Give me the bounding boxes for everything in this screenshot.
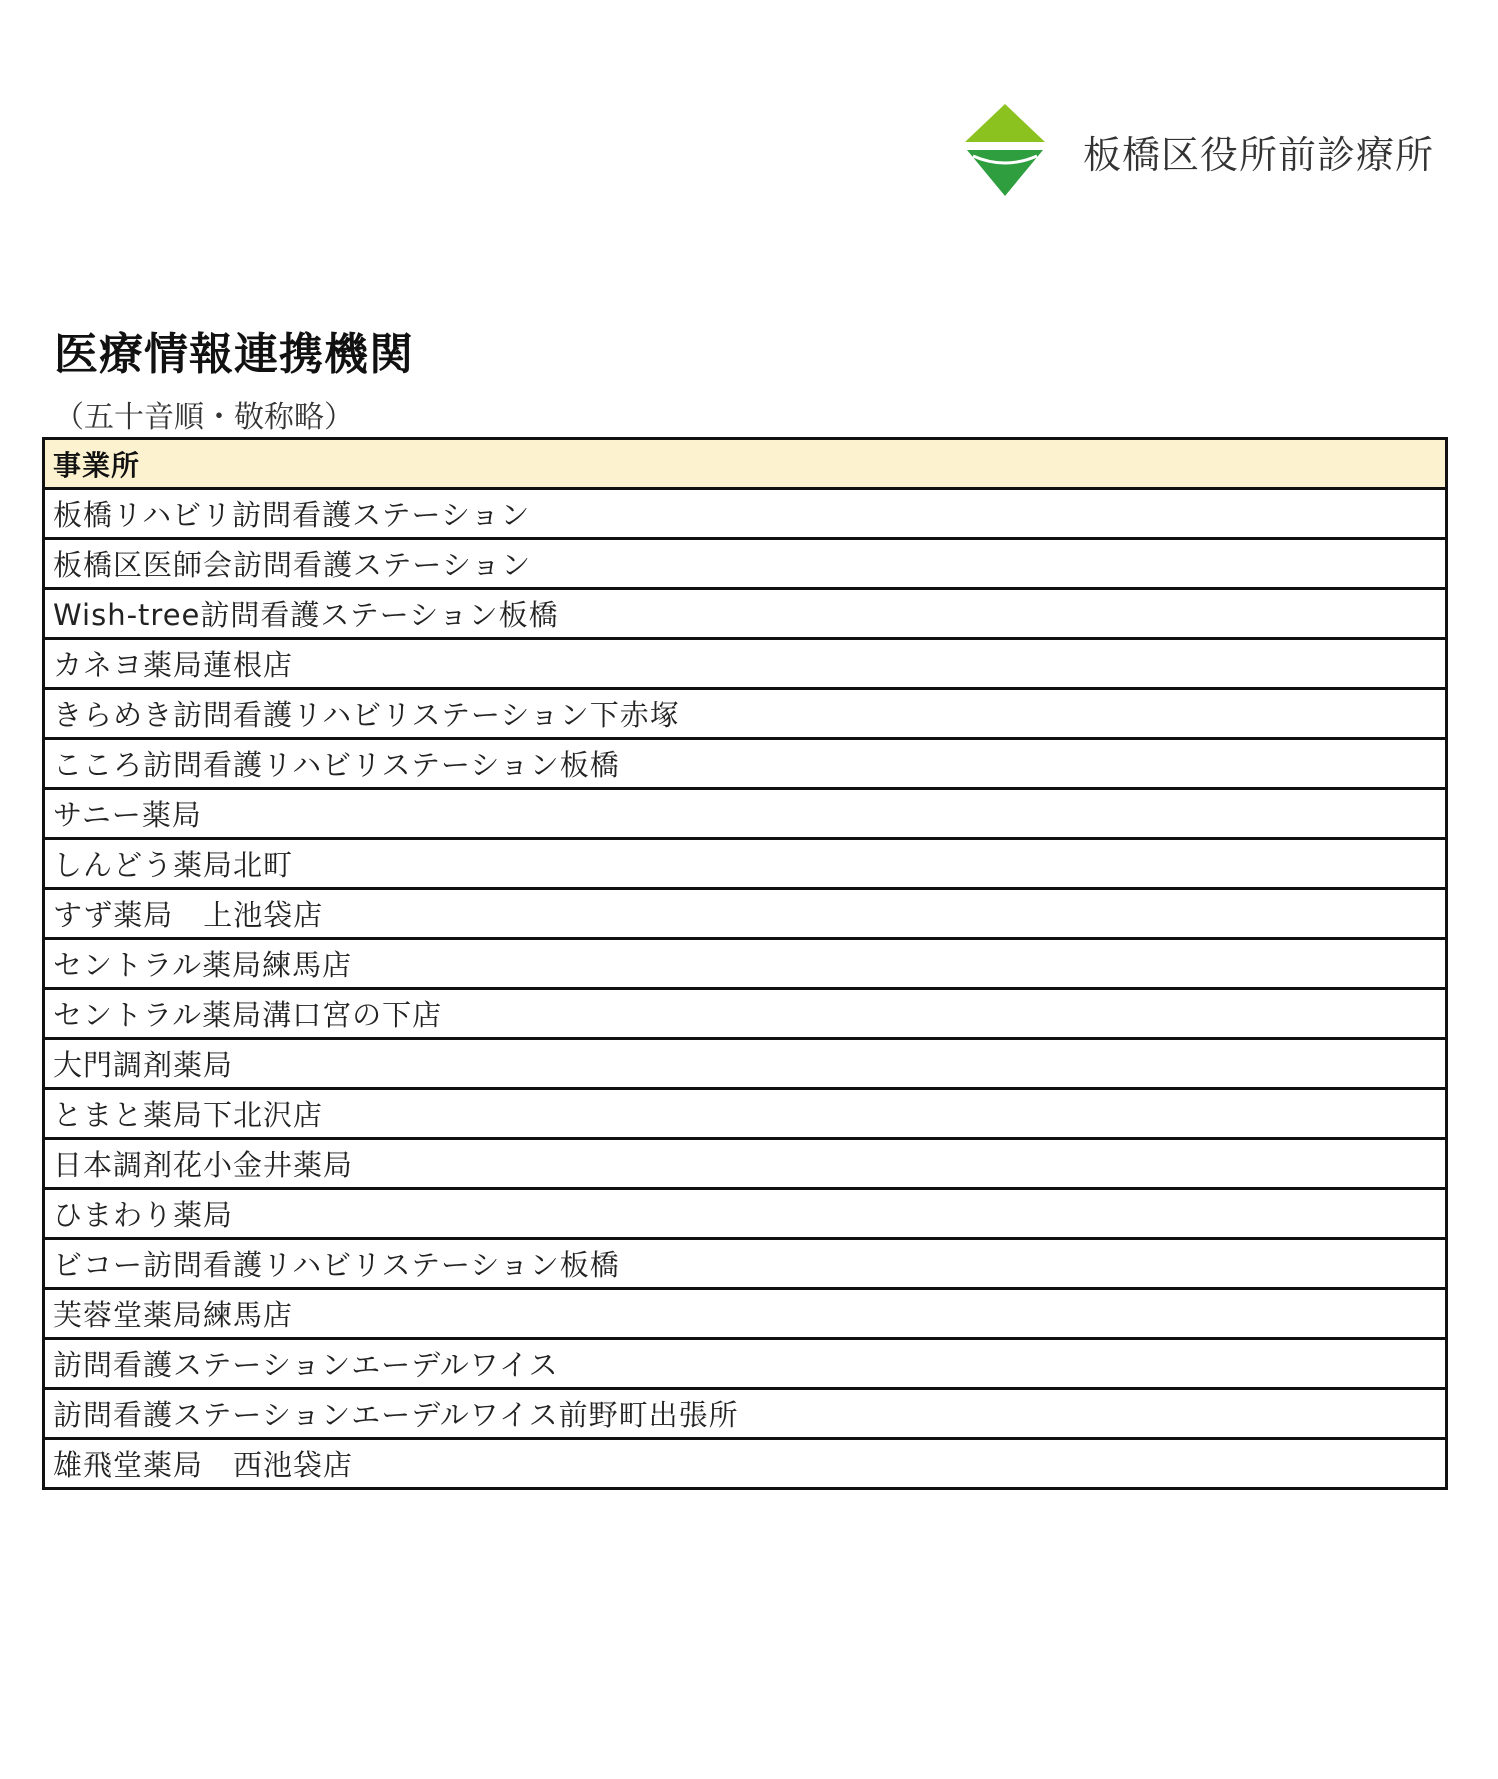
table-row bbox=[44, 489, 1447, 539]
table-row bbox=[44, 689, 1447, 739]
table-body bbox=[44, 489, 1447, 1489]
office-name-cell: 雄飛堂薬局 西池袋店 bbox=[44, 1439, 1447, 1489]
office-name-cell: 芙蓉堂薬局練馬店 bbox=[44, 1289, 1447, 1339]
table-row bbox=[44, 1239, 1447, 1289]
table-row bbox=[44, 639, 1447, 689]
office-name-cell: とまと薬局下北沢店 bbox=[44, 1089, 1447, 1139]
office-name-cell: 日本調剤花小金井薬局 bbox=[44, 1139, 1447, 1189]
table-row bbox=[44, 989, 1447, 1039]
clinic-name: 板橋区役所前診療所 bbox=[1083, 133, 1435, 177]
office-name-cell: セントラル薬局練馬店 bbox=[44, 939, 1447, 989]
office-name-cell: 板橋区医師会訪問看護ステーション bbox=[44, 539, 1447, 589]
table-row bbox=[44, 889, 1447, 939]
institution-table bbox=[42, 437, 1448, 1490]
table-row bbox=[44, 1439, 1447, 1489]
table-row bbox=[44, 539, 1447, 589]
office-name-cell: Wish-tree訪問看護ステーション板橋 bbox=[44, 589, 1447, 639]
table-row bbox=[44, 789, 1447, 839]
table-header-row bbox=[44, 439, 1447, 489]
office-name-cell: こころ訪問看護リハビリステーション板橋 bbox=[44, 739, 1447, 789]
office-name-cell: カネヨ薬局蓮根店 bbox=[44, 639, 1447, 689]
office-name-cell: 訪問看護ステーションエーデルワイス bbox=[44, 1339, 1447, 1389]
green-diamond-logo-icon bbox=[965, 104, 1045, 196]
table-row bbox=[44, 589, 1447, 639]
column-header-office: 事業所 bbox=[44, 439, 1447, 489]
table-row bbox=[44, 839, 1447, 889]
table-row bbox=[44, 1389, 1447, 1439]
table-row bbox=[44, 1089, 1447, 1139]
table-row bbox=[44, 1189, 1447, 1239]
office-name-cell: すず薬局 上池袋店 bbox=[44, 889, 1447, 939]
table-row bbox=[44, 1039, 1447, 1089]
office-name-cell: ひまわり薬局 bbox=[44, 1189, 1447, 1239]
office-name-cell: セントラル薬局溝口宮の下店 bbox=[44, 989, 1447, 1039]
office-name-cell: ビコー訪問看護リハビリステーション板橋 bbox=[44, 1239, 1447, 1289]
page-subtitle: （五十音順・敬称略） bbox=[54, 400, 354, 435]
office-name-cell: 板橋リハビリ訪問看護ステーション bbox=[44, 489, 1447, 539]
page-title: 医療情報連携機関 bbox=[54, 329, 414, 380]
office-name-cell: きらめき訪問看護リハビリステーション下赤塚 bbox=[44, 689, 1447, 739]
clinic-header bbox=[965, 104, 1465, 204]
office-name-cell: 大門調剤薬局 bbox=[44, 1039, 1447, 1089]
table-row bbox=[44, 939, 1447, 989]
office-name-cell: しんどう薬局北町 bbox=[44, 839, 1447, 889]
institution-table-wrapper bbox=[42, 437, 1448, 1490]
table-row bbox=[44, 739, 1447, 789]
table-row bbox=[44, 1339, 1447, 1389]
office-name-cell: サニー薬局 bbox=[44, 789, 1447, 839]
office-name-cell: 訪問看護ステーションエーデルワイス前野町出張所 bbox=[44, 1389, 1447, 1439]
table-row bbox=[44, 1139, 1447, 1189]
table-row bbox=[44, 1289, 1447, 1339]
